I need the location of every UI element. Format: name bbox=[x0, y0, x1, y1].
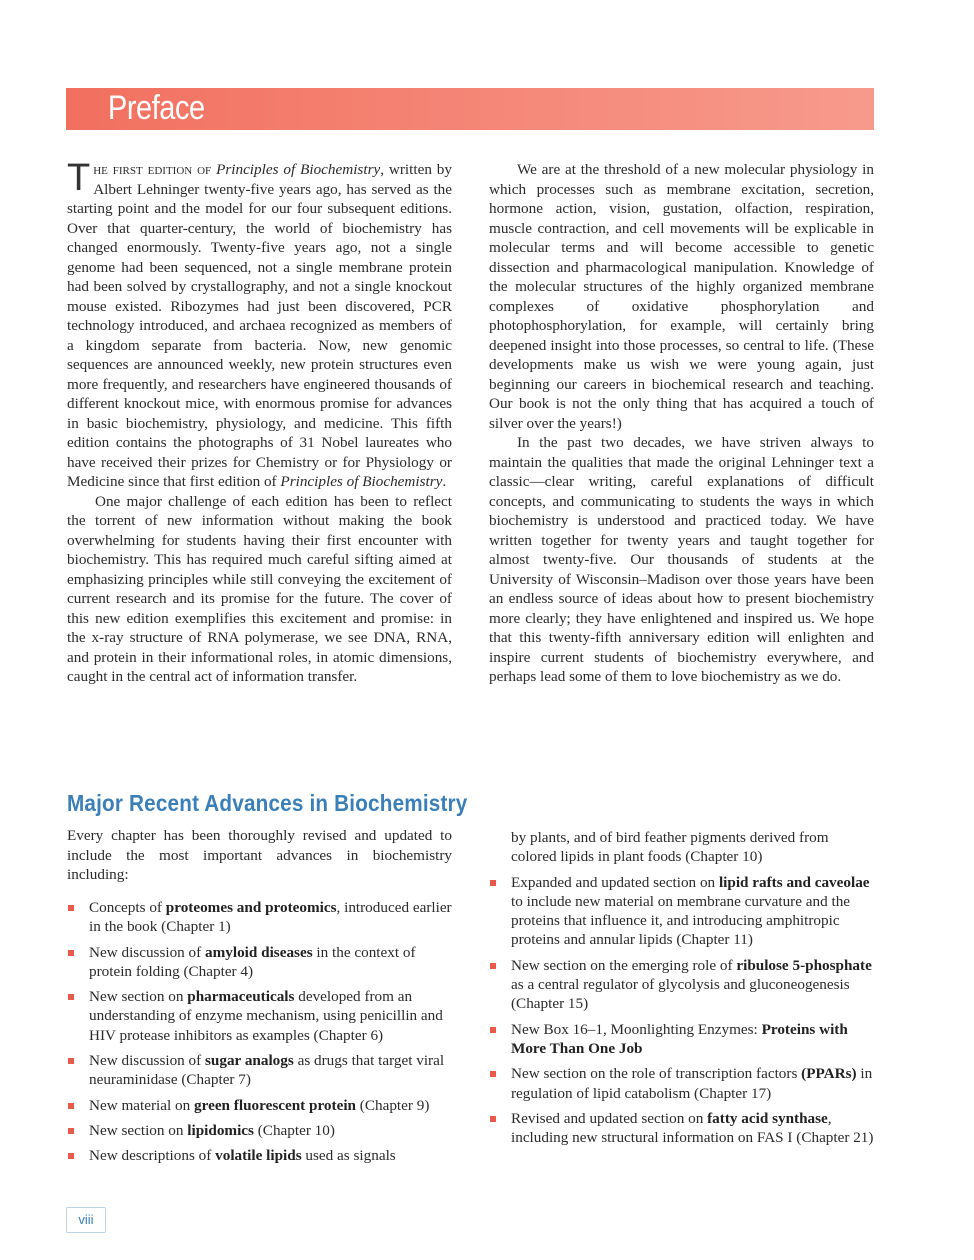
list-item bbox=[489, 956, 874, 1014]
item-text: Concepts of bbox=[89, 899, 166, 916]
drop-cap: T bbox=[67, 157, 91, 199]
item-text: New section on the emerging role of bbox=[511, 956, 737, 974]
item-text: New descriptions of bbox=[89, 1147, 216, 1165]
bullet-square-icon bbox=[490, 1027, 496, 1033]
paragraph-text: . bbox=[442, 473, 447, 490]
preface-column-left bbox=[67, 157, 452, 687]
bullet-square-icon bbox=[490, 1071, 496, 1077]
item-text: New section on bbox=[89, 1121, 188, 1139]
item-text: New material on bbox=[89, 1096, 195, 1114]
banner-accent-block bbox=[66, 88, 100, 130]
list-item bbox=[489, 1064, 874, 1103]
item-keyword: (PPARs) bbox=[801, 1065, 857, 1083]
bullet-square-icon bbox=[68, 1153, 74, 1159]
list-item-continuation: by plants, and of bird feather pigments derived from colored lipids in plant foods (Chapter 10) bbox=[511, 829, 829, 866]
list-item bbox=[67, 1096, 452, 1115]
item-keyword: lipidomics bbox=[187, 1121, 254, 1139]
item-text: to include new material on membrane curvature and the proteins that influence it, and introducing amphitropic proteins and annular lipids (Chapter 11) bbox=[511, 892, 851, 949]
item-text: Expanded and updated section on bbox=[511, 873, 719, 891]
preface-column-right bbox=[489, 160, 874, 687]
bullet-square-icon bbox=[68, 950, 74, 956]
preface-paragraph-2: One major challenge of each edition has been to reflect the torrent of new information without making the book overwhelming for students having their first encounter with biochemistry. This has required much careful sifting aimed at emphasizing principles while still conveying the excitement of current research and its promise for the future. The cover of this new edition exemplifies this excitement and promise: in the x-ray structure of RNA polymerase, we see DNA, RNA, and protein in their informational roles, in atomic dimensions, caught in the central act of information transfer. bbox=[67, 492, 452, 685]
bullet-square-icon bbox=[490, 1116, 496, 1122]
item-text: as drugs that target viral neuraminidase (Chapter 7) bbox=[89, 1052, 445, 1089]
item-text: as a central regulator of glycolysis and gluconeogenesis (Chapter 15) bbox=[511, 976, 850, 1013]
item-text: in the context of protein folding (Chapter 4) bbox=[89, 943, 416, 980]
item-text: , introduced earlier in the book (Chapter 1) bbox=[89, 899, 452, 936]
bullet-square-icon bbox=[68, 905, 74, 911]
item-keyword: green fluorescent protein bbox=[194, 1096, 356, 1114]
bullet-square-icon bbox=[68, 1058, 74, 1064]
item-text: New section on the role of transcription factors bbox=[511, 1065, 802, 1083]
preface-paragraph-1 bbox=[67, 157, 452, 492]
item-keyword: proteomes and proteomics bbox=[165, 899, 337, 916]
advances-intro: Every chapter has been thoroughly revised and updated to include the most important advances in biochemistry including: bbox=[67, 827, 452, 883]
bullet-square-icon bbox=[68, 994, 74, 1000]
list-item bbox=[67, 1051, 452, 1090]
item-keyword: ribulose 5-phosphate bbox=[736, 956, 872, 974]
list-item bbox=[67, 898, 452, 937]
book-title: Principles of Biochemistry bbox=[216, 161, 381, 178]
item-text: New section on bbox=[89, 988, 188, 1006]
page-title: Preface bbox=[108, 89, 205, 127]
advances-list-left bbox=[67, 898, 452, 1172]
section-heading: Major Recent Advances in Biochemistry bbox=[67, 790, 468, 816]
bullet-square-icon bbox=[68, 1103, 74, 1109]
bullet-square-icon bbox=[490, 963, 496, 969]
advances-list-right bbox=[489, 828, 874, 1153]
preface-paragraph-3: We are at the threshold of a new molecular physiology in which processes such as membrane excitation, secretion, hormone action, vision, gustation, olfaction, respiration, muscle contraction, and cell movements will be explicable in molecular terms and will become accessible to genetic dissection and pharmacological manipulation. Knowledge of the molecular structures of the highly organized membrane complexes of oxidative phosphorylation and photophosphorylation, for example, will certainly bring deepened insight into those processes, so central to life. (These developments make us wish we were young again, just beginning our careers in biochemical research and teaching. Our book is not the only thing that has acquired a touch of silver over the years!) bbox=[489, 161, 874, 432]
preface-paragraph-4: In the past two decades, we have striven always to maintain the qualities that made the original Lehninger text a classic—clear writing, careful explanations of difficult concepts, and communicating to students the ways in which biochemistry is understood and practiced today. We have written together for twenty years and taught together for almost twenty-five. Our thousands of students at the University of Wisconsin–Madison over those years have been an endless source of ideas about how to present biochemistry more clearly; they have enlightened and inspired us. We hope that this twenty-fifth anniversary edition will enlighten and inspire current students of biochemistry everywhere, and perhaps lead some of them to love biochemistry as we do. bbox=[489, 434, 874, 685]
item-text: developed from an understanding of enzyme mechanism, using penicillin and HIV protease inhibitors as examples (Chapter 6) bbox=[89, 988, 443, 1044]
item-text: New Box 16–1, Moonlighting Enzymes: bbox=[511, 1020, 762, 1038]
paragraph-text: , written by Albert Lehninger twenty-five years ago, has served as the starting point and the model for our four subsequent editions. Over that quarter-century, the world of biochemistry has changed enormously. Twenty-five years ago, not a single genome had been sequenced, not a single membrane protein had been solved by crystallography, and not a single knockout mouse existed. Ribozymes had just been discovered, PCR technology introduced, and archaea recognized as members of a kingdom separate from bacteria. Now, new genomic sequences are announced weekly, new protein structures even more frequently, and researchers have engineered thousands of different knockout mice, with enormous promise for advances in basic biochemistry, physiology, and medicine. This fifth edition contains the photographs of 31 Nobel laureates who have received their prizes for Chemistry or for Physiology or Medicine since that first edition of bbox=[67, 161, 452, 490]
list-item bbox=[67, 987, 452, 1045]
opening-words: he first edition of bbox=[93, 161, 217, 178]
item-keyword: sugar analogs bbox=[205, 1052, 294, 1070]
list-item bbox=[489, 873, 874, 950]
item-keyword: amyloid diseases bbox=[205, 943, 313, 961]
item-keyword: lipid rafts and caveolae bbox=[718, 873, 870, 891]
bullet-square-icon bbox=[490, 880, 496, 886]
list-item bbox=[489, 1109, 874, 1148]
item-text: used as signals bbox=[301, 1147, 396, 1165]
item-text: , including new structural information on FAS I (Chapter 21) bbox=[511, 1109, 874, 1147]
page-number: viii bbox=[66, 1207, 106, 1233]
list-item bbox=[489, 1020, 874, 1059]
list-item bbox=[67, 1121, 452, 1140]
item-text: in regulation of lipid catabolism (Chapter 17) bbox=[511, 1065, 873, 1102]
item-text: New discussion of bbox=[89, 943, 206, 961]
list-item bbox=[67, 1146, 452, 1165]
list-item bbox=[67, 943, 452, 982]
item-keyword: pharmaceuticals bbox=[187, 988, 295, 1006]
item-text: Revised and updated section on bbox=[511, 1109, 708, 1127]
item-keyword: volatile lipids bbox=[215, 1147, 302, 1165]
item-text: (Chapter 10) bbox=[253, 1121, 335, 1139]
item-keyword: fatty acid synthase bbox=[707, 1109, 828, 1127]
book-title: Principles of Biochemistry bbox=[280, 473, 443, 490]
preface-banner bbox=[66, 88, 874, 130]
bullet-square-icon bbox=[68, 1128, 74, 1134]
item-text: New discussion of bbox=[89, 1052, 206, 1070]
item-keyword: Proteins with More Than One Job bbox=[511, 1020, 848, 1057]
item-text: (Chapter 9) bbox=[356, 1096, 430, 1114]
